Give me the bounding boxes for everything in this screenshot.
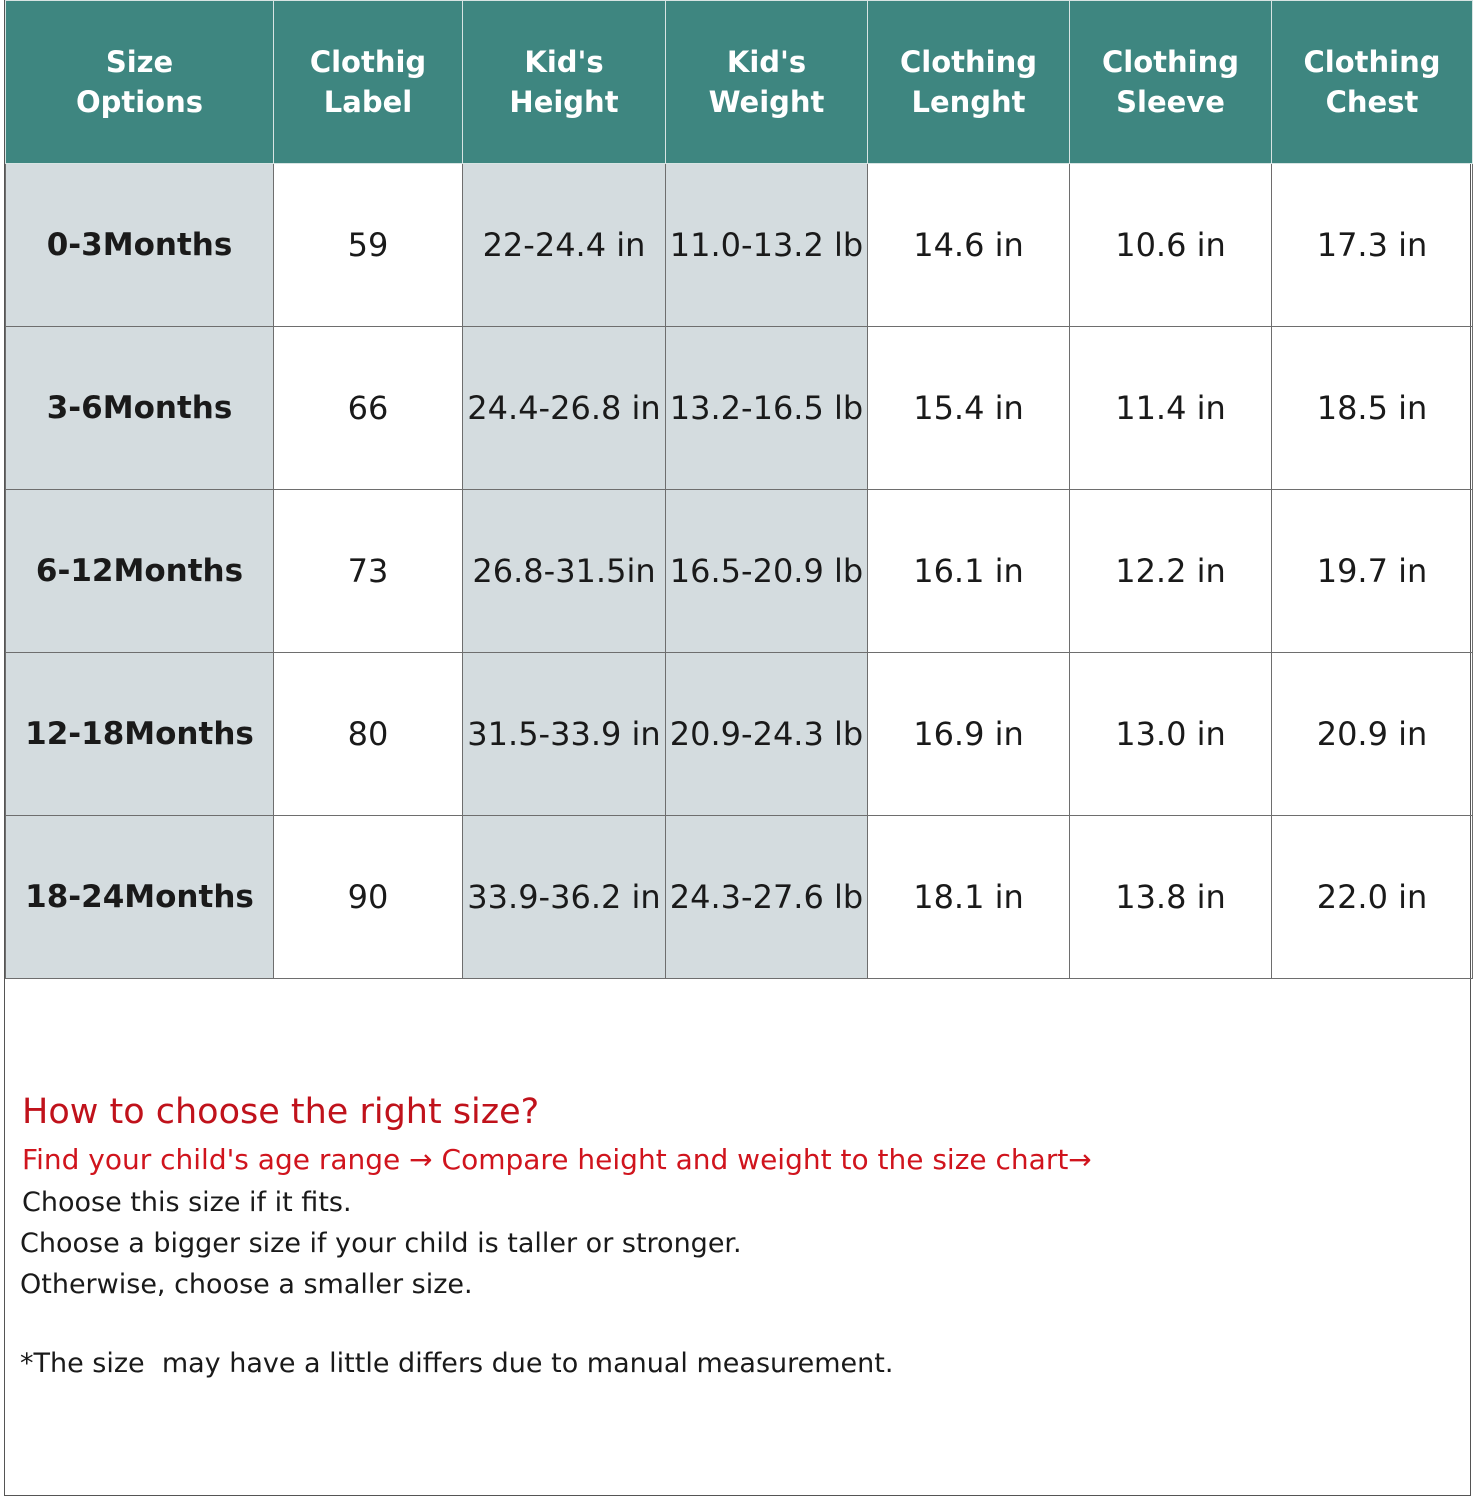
size-chart-table (5, 0, 1473, 979)
header-text: Height (509, 85, 619, 119)
guide-title: How to choose the right size? (22, 1092, 540, 1132)
header-kids-weight (666, 1, 868, 164)
clothing-sleeve-cell: 10.6 in (1070, 164, 1272, 327)
header-text: Label (323, 85, 413, 119)
size-option-cell: 0-3Months (6, 164, 274, 327)
clothing-length-cell: 18.1 in (868, 816, 1070, 979)
kids-weight-cell: 20.9-24.3 lb (666, 653, 868, 816)
size-option-cell: 3-6Months (6, 327, 274, 490)
kids-weight-cell: 13.2-16.5 lb (666, 327, 868, 490)
header-row (6, 1, 1473, 164)
header-clothing-sleeve (1070, 1, 1272, 164)
kids-weight-cell: 24.3-27.6 lb (666, 816, 868, 979)
header-clothing-label (274, 1, 463, 164)
clothing-chest-cell: 22.0 in (1272, 816, 1473, 979)
kids-weight-cell: 16.5-20.9 lb (666, 490, 868, 653)
header-text: Clothig (309, 45, 427, 79)
header-text: Clothing (1303, 45, 1441, 79)
header-text: Kid's (726, 45, 807, 79)
kids-height-cell: 26.8-31.5in (463, 490, 666, 653)
header-kids-height (463, 1, 666, 164)
kids-height-cell: 22-24.4 in (463, 164, 666, 327)
clothing-length-cell: 16.1 in (868, 490, 1070, 653)
clothing-chest-cell: 18.5 in (1272, 327, 1473, 490)
clothing-length-cell: 16.9 in (868, 653, 1070, 816)
header-text: Lenght (911, 85, 1026, 119)
header-text: Kid's (524, 45, 604, 79)
clothing-label-cell: 59 (274, 164, 463, 327)
table-row (6, 164, 1473, 327)
header-text: Chest (1325, 85, 1419, 119)
guide-instruction: Otherwise, choose a smaller size. (20, 1269, 473, 1300)
clothing-sleeve-cell: 12.2 in (1070, 490, 1272, 653)
header-text: Sleeve (1116, 85, 1225, 119)
measurement-note: *The size may have a little differs due to manual measurement. (20, 1348, 894, 1379)
header-text: Size (105, 45, 174, 79)
clothing-sleeve-cell: 13.8 in (1070, 816, 1272, 979)
clothing-length-cell: 14.6 in (868, 164, 1070, 327)
clothing-label-cell: 66 (274, 327, 463, 490)
header-text: Clothing (900, 45, 1037, 79)
header-size-options (6, 1, 274, 164)
clothing-chest-cell: 20.9 in (1272, 653, 1473, 816)
kids-weight-cell: 11.0-13.2 lb (666, 164, 868, 327)
size-guide (22, 1088, 1442, 1384)
size-option-cell: 6-12Months (6, 490, 274, 653)
header-text: Weight (708, 85, 825, 119)
clothing-label-cell: 73 (274, 490, 463, 653)
table-row (6, 327, 1473, 490)
clothing-label-cell: 80 (274, 653, 463, 816)
size-option-cell: 12-18Months (6, 653, 274, 816)
header-clothing-chest (1272, 1, 1473, 164)
clothing-sleeve-cell: 11.4 in (1070, 327, 1272, 490)
table-row (6, 490, 1473, 653)
header-clothing-length (868, 1, 1070, 164)
guide-instruction: Choose a bigger size if your child is taller or stronger. (20, 1228, 742, 1259)
kids-height-cell: 33.9-36.2 in (463, 816, 666, 979)
clothing-chest-cell: 17.3 in (1272, 164, 1473, 327)
guide-steps: Find your child's age range → Compare height and weight to the size chart→ (22, 1143, 1092, 1176)
table-row (6, 816, 1473, 979)
header-text: Options (75, 85, 204, 119)
clothing-length-cell: 15.4 in (868, 327, 1070, 490)
size-option-cell: 18-24Months (6, 816, 274, 979)
table-row (6, 653, 1473, 816)
clothing-chest-cell: 19.7 in (1272, 490, 1473, 653)
clothing-sleeve-cell: 13.0 in (1070, 653, 1272, 816)
clothing-label-cell: 90 (274, 816, 463, 979)
header-text: Clothing (1102, 45, 1239, 79)
kids-height-cell: 24.4-26.8 in (463, 327, 666, 490)
kids-height-cell: 31.5-33.9 in (463, 653, 666, 816)
guide-instruction: Choose this size if it fits. (22, 1187, 352, 1218)
